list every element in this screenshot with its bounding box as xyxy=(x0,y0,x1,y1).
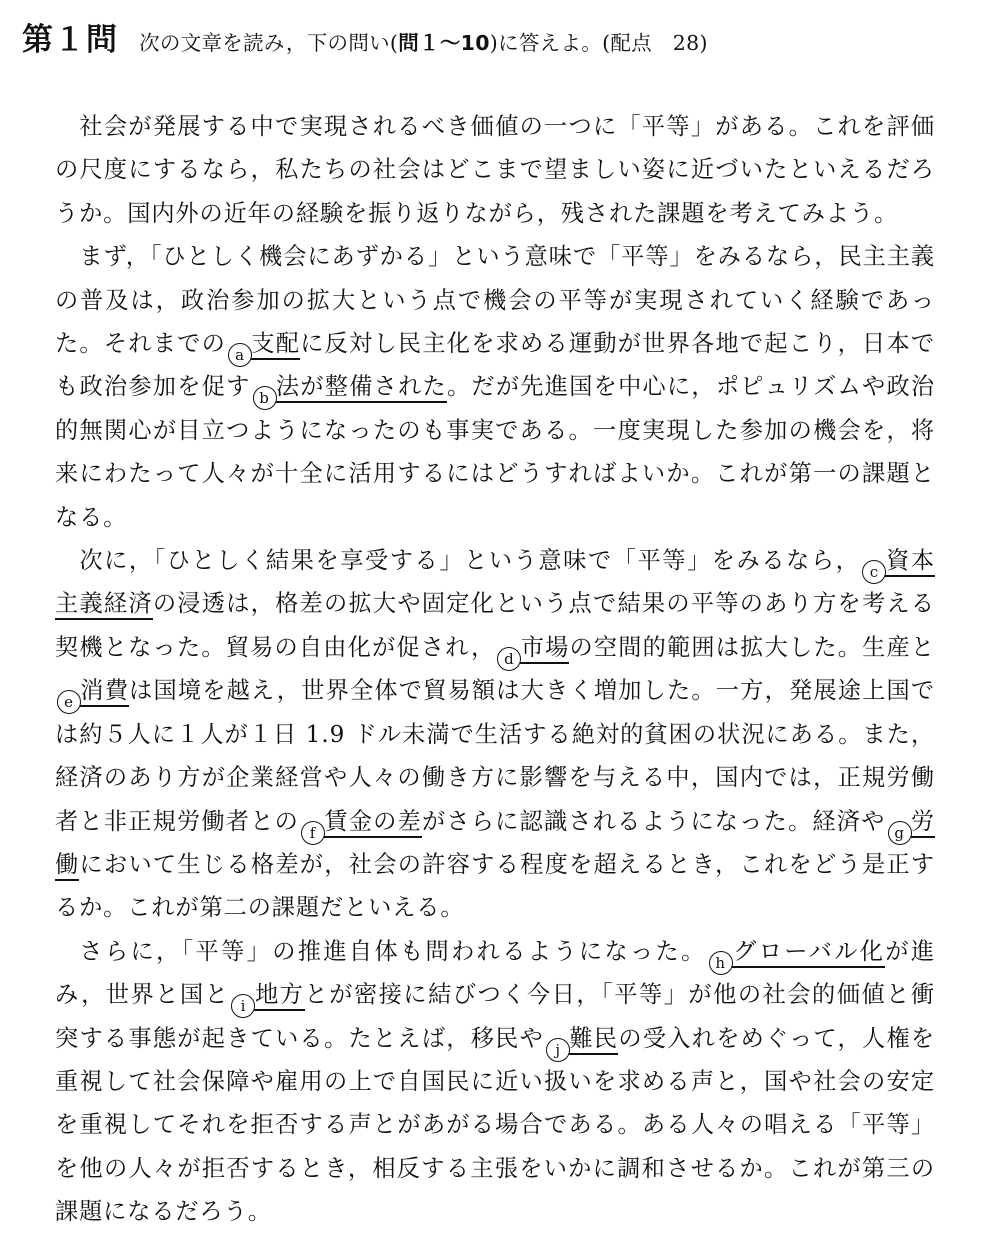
marker-j: j xyxy=(546,1038,568,1060)
marker-i: i xyxy=(231,994,253,1016)
p4-text-2: が進み，世界と国と xyxy=(55,937,935,1009)
instruction-pre: 次の文章を読み，下の問い( xyxy=(139,31,399,55)
p2-text-2: に反対し民主化を求める運動が世界各地で起こり，日本でも政治参加を促す xyxy=(55,330,935,401)
instruction-post: )に答えよ。(配点 28) xyxy=(489,31,708,55)
p3-text-4: は国境を越え，世界全体で貿易額は大きく増加した。一方，発展途上国では約５人に１人が１日 1.9 ドル未満で生活する絶対的貧困の状況にある。また，経済のあり方が企業経営や人々の働き方に影響を与える中，国内では，正規労働者と非正規労働者との xyxy=(55,677,935,835)
paragraph-3 xyxy=(55,539,935,930)
p2-text-3: 。だが先進国を中心に，ポピュリズムや政治的無関心が目立つようになったのも事実である。一度実現した参加の機会を，将来にわたって人々が十全に活用するにはどうすればよいか。これが第一の課題となる。 xyxy=(55,373,935,531)
question-header xyxy=(22,14,708,59)
marker-h: h xyxy=(709,951,731,973)
underlined-term-f: 賃金の差 xyxy=(324,808,422,838)
marker-f: f xyxy=(301,821,323,843)
p4-text-4: の受入れをめぐって，人権を重視して社会保障や雇用の上で自国民に近い扱いを求める声と，国や社会の安定を重視してそれを拒否する声とがあがる場合である。ある人々の唱える「平等」を他の人々が拒否するとき，相反する主張をいかに調和させるか。これが第三の課題になるだろう。 xyxy=(55,1024,935,1226)
marker-c: c xyxy=(862,560,884,582)
p3-text-1: 次に，「ひとしく結果を享受する」という意味で「平等」をみるなら， xyxy=(79,547,861,575)
marker-b: b xyxy=(253,386,275,408)
p3-text-2: の浸透は，格差の拡大や固定化という点で結果の平等のあり方を考える契機となった。貿易の自由化が促され， xyxy=(55,590,936,661)
underlined-term-b: 法が整備された xyxy=(276,373,447,403)
paragraph-4 xyxy=(55,930,935,1234)
p4-text-3: とが密接に結びつく今日，「平等」が他の社会的価値と衝突する事態が起きている。たとえば，移民や xyxy=(55,981,935,1052)
question-instruction xyxy=(139,26,708,56)
marker-e: e xyxy=(57,690,79,712)
underlined-term-g: 労働 xyxy=(55,808,935,881)
underlined-term-h: グローバル化 xyxy=(732,938,886,968)
p3-text-6: において生じる格差が，社会の許容する程度を超えるとき，これをどう是正するか。これが第二の課題だといえる。 xyxy=(55,850,935,922)
paragraph-2 xyxy=(55,235,935,539)
p3-text-5: がさらに認識されるようになった。経済や xyxy=(421,807,886,835)
p4-text-1: さらに，「平等」の推進自体も問われるようになった。 xyxy=(79,937,707,965)
paragraph-1 xyxy=(55,105,935,235)
p3-text-3: の空間的範囲は拡大した。生産と xyxy=(569,633,935,661)
instruction-range: 問１～10 xyxy=(398,31,490,55)
underlined-term-e: 消費 xyxy=(80,677,129,707)
marker-d: d xyxy=(497,647,519,669)
underlined-term-a: 支配 xyxy=(251,330,300,360)
reading-passage xyxy=(55,105,935,1234)
underlined-term-d: 市場 xyxy=(520,634,569,664)
marker-g: g xyxy=(888,821,910,843)
p2-text-1: まず，「ひとしく機会にあずかる」という意味で「平等」をみるなら，民主主義の普及は，政治参加の拡大という点で機会の平等が実現されていく経験であった。それまでの xyxy=(55,243,935,358)
underlined-term-j: 難民 xyxy=(569,1025,618,1055)
marker-a: a xyxy=(228,343,250,365)
paragraph-1-text: 社会が発展する中で実現されるべき価値の一つに「平等」がある。これを評価の尺度にするなら，私たちの社会はどこまで望ましい姿に近づいたといえるだろうか。国内外の近年の経験を振り返りながら，残された課題を考えてみよう。 xyxy=(55,113,935,227)
underlined-term-c: 資本主義経済 xyxy=(55,547,935,620)
question-number: 第１問 xyxy=(22,22,118,58)
underlined-term-i: 地方 xyxy=(254,981,304,1011)
